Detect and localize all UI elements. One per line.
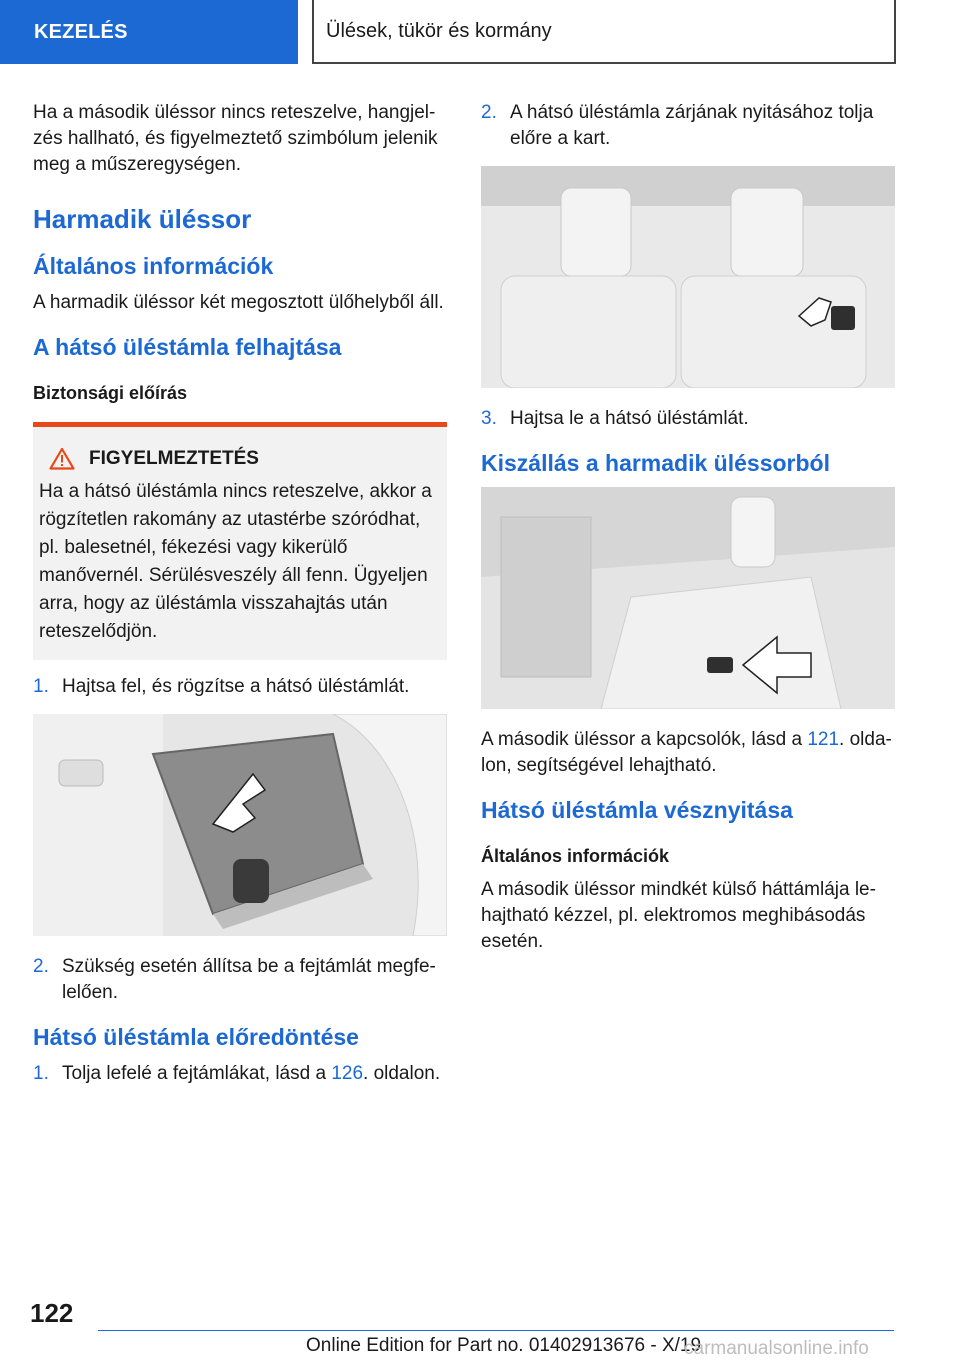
step-number: 1. [33, 676, 49, 697]
heading-general-info: Általános információk [33, 253, 274, 279]
emergency-paragraph: A második üléssor mindkét külső háttámlája le-hajtható kézzel, pl. elektromos meghibásodás esetén. [481, 879, 876, 952]
heading-safety: Biztonsági előírás [33, 383, 188, 403]
step-text: Hajtsa fel, és rögzítse a hátsó üléstámlát. [62, 676, 410, 697]
warning-title: FIGYELMEZTETÉS [89, 447, 259, 469]
intro-paragraph: Ha a második üléssor nincs reteszelve, hangjel-zés hallható, és figyelmeztető szimbólum jelenik meg a műszeregységen. [33, 102, 438, 175]
list-item [33, 1061, 447, 1087]
exit-paragraph: A második üléssor a kapcsolók, lásd a 121. olda-lon, segítségével lehajtható. [481, 729, 892, 776]
heading-general-info-2: Általános információk [481, 846, 670, 866]
step-number: 2. [481, 102, 497, 123]
warning-box [33, 422, 447, 660]
right-column [481, 100, 895, 969]
list-item [481, 406, 895, 432]
watermark-text: carmanualsonline.info [684, 1338, 869, 1359]
step-text: Hajtsa le a hátsó üléstámlát. [510, 408, 749, 429]
edition-text: Online Edition for Part no. 01402913676 - X/19 [306, 1335, 702, 1356]
step-number: 1. [33, 1063, 49, 1084]
page-link[interactable]: 121 [807, 729, 840, 750]
second-row-switch-image [481, 487, 895, 709]
chapter-header [312, 0, 896, 64]
general-info-text: A harmadik üléssor két megosztott ülőhelyből áll. [33, 292, 444, 313]
section-title: KEZELÉS [34, 20, 128, 43]
warning-text: Ha a hátsó üléstámla nincs reteszelve, akkor a rögzítetlen rakomány az utastérbe szóródhat, pl. balesetnél, fékezési vagy kikerülő manővernél. Sérülésveszély áll fenn. Ügyeljen arra, hogy az üléstámla visszahajtás után reteszelődjön. [39, 481, 432, 642]
list-item [481, 100, 895, 152]
seatback-release-lever-image [481, 166, 895, 388]
step-number: 2. [33, 956, 49, 977]
heading-third-row: Harmadik üléssor [33, 204, 252, 234]
page-link[interactable]: 126 [331, 1063, 364, 1084]
section-tab [0, 0, 298, 64]
seatback-fold-up-image [33, 714, 447, 936]
step-number: 3. [481, 408, 497, 429]
step-text: Szükség esetén állítsa be a fejtámlát megfe-lelően. [62, 956, 436, 1003]
step-text: Tolja lefelé a fejtámlákat, lásd a 126. oldalon. [62, 1063, 441, 1084]
chapter-title: Ülések, tükör és kormány [326, 19, 552, 42]
heading-tilt-forward: Hátsó üléstámla előredöntése [33, 1024, 359, 1050]
heading-exit-third-row: Kiszállás a harmadik üléssorból [481, 450, 830, 476]
left-column [33, 100, 447, 1101]
page-number: 122 [30, 1298, 74, 1328]
list-item [33, 674, 447, 700]
list-item [33, 954, 447, 1006]
heading-fold-up: A hátsó üléstámla felhajtása [33, 334, 342, 360]
heading-emergency-release: Hátsó üléstámla vésznyitása [481, 797, 793, 823]
warning-header [39, 447, 441, 470]
footer-divider [98, 1330, 894, 1331]
warning-triangle-icon [49, 447, 75, 470]
step-text: A hátsó üléstámla zárjának nyitásához tolja előre a kart. [510, 102, 874, 149]
